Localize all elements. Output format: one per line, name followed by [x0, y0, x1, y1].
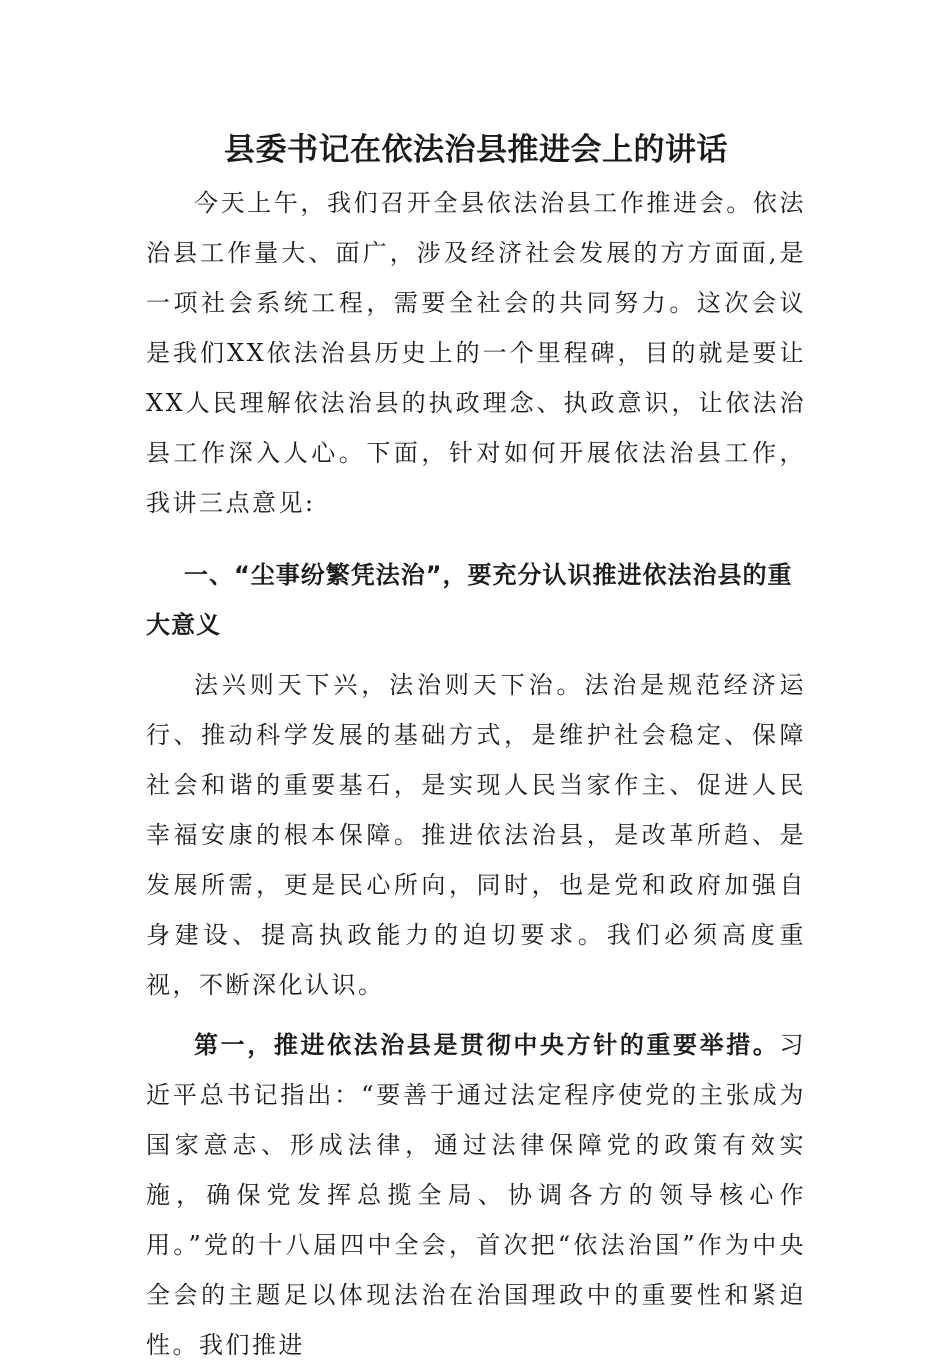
- section-1-heading: 一、“尘事纷繁凭法治”，要充分认识推进依法治县的重大意义: [146, 561, 793, 639]
- document-title: 县委书记在依法治县推进会上的讲话: [224, 132, 728, 168]
- point-1-lead: 第一，推进依法治县是贯彻中央方针的重要举措。: [194, 1030, 780, 1059]
- document-page: [146, 128, 806, 1370]
- section-1-paragraph: 法兴则天下兴，法治则天下治。法治是规范经济运行、推动科学发展的基础方式，是维护社会稳定、保障社会和谐的重要基石，是实现人民当家作主、促进人民幸福安康的根本保障。推进依法治县，是改革所趋、是发展所需，更是民心所向，同时，也是党和政府加强自身建设、提高执政能力的迫切要求。我们必须高度重视，不断深化认识。: [146, 671, 806, 999]
- point-1-body: 习近平总书记指出：“要善于通过法定程序使党的主张成为国家意志、形成法律，通过法律保障党的政策有效实施，确保党发挥总揽全局、协调各方的领导核心作用。”党的十八届四中全会，首次把“依法治国”作为中央全会的主题足以体现法治在治国理政中的重要性和紧迫性。我们推进: [146, 1031, 806, 1359]
- point-1-paragraph: [146, 1020, 806, 1370]
- intro-paragraph: 今天上午，我们召开全县依法治县工作推进会。依法治县工作量大、面广，涉及经济社会发展的方方面面,是一项社会系统工程，需要全社会的共同努力。这次会议是我们XX依法治县历史上的一个里程碑，目的就是要让XX人民理解依法治县的执政理念、执政意识，让依法治县工作深入人心。下面，针对如何开展依法治县工作，我讲三点意见:: [146, 189, 806, 517]
